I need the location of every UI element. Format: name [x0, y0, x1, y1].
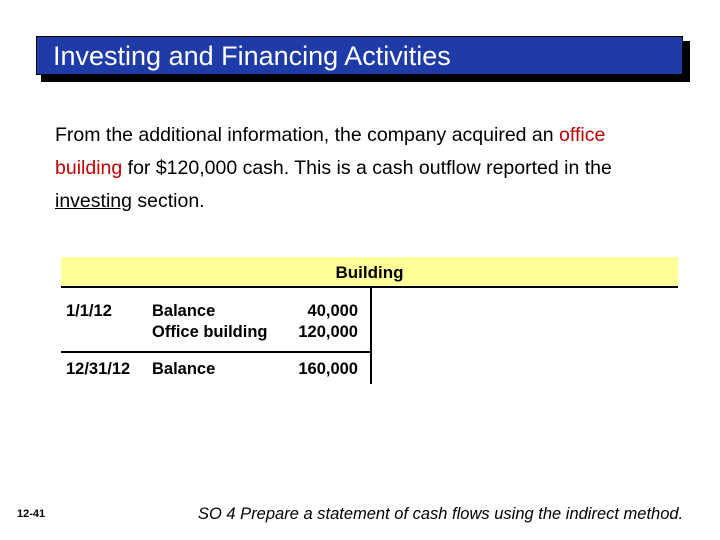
- ledger-ending-description: Balance: [152, 360, 216, 378]
- slide-title: Investing and Financing Activities: [53, 41, 451, 71]
- highlight-office-building: office building: [55, 124, 606, 179]
- ledger-row-2-amount: 120,000: [298, 323, 358, 341]
- slide-number: 12-41: [17, 508, 46, 520]
- ledger-row-2-description: Office building: [152, 323, 268, 341]
- title-bar: [36, 36, 683, 75]
- body-text-part3: section.: [131, 190, 205, 212]
- ledger-ending-amount: 160,000: [298, 360, 358, 378]
- study-objective: SO 4 Prepare a statement of cash flows using the indirect method.: [198, 505, 684, 523]
- ledger-row-1-amount: 40,000: [307, 302, 358, 320]
- t-account-title: Building: [335, 263, 404, 282]
- body-paragraph: [55, 119, 655, 218]
- ledger-total-line: [61, 351, 371, 353]
- underlined-investing: investing: [55, 190, 132, 212]
- t-account-divider: [370, 288, 372, 384]
- ledger-ending-date: 12/31/12: [66, 360, 131, 378]
- ledger-row-1-description: Balance: [152, 302, 216, 320]
- ledger-row-1-date: 1/1/12: [66, 302, 112, 320]
- body-text-part2: for $120,000 cash. This is a cash outflow reported in the: [122, 157, 612, 179]
- body-text-part1: From the additional information, the company acquired an: [55, 124, 560, 146]
